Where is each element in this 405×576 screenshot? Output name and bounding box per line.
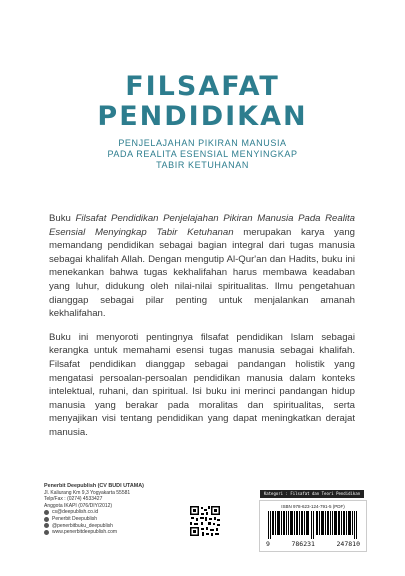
p1-book-title: Filsafat Pendidikan Penjelajahan Pikiran Manusia Pada Realita Esensial Menyingkap Tabir Ketuhanan: [49, 213, 355, 238]
book-title-line2: PENDIDIKAN: [97, 101, 308, 132]
publisher-website: www.penerbitdeepublish.com: [52, 529, 118, 536]
publisher-instagram-row: [44, 523, 144, 530]
publisher-email-row: [44, 509, 144, 516]
synopsis-paragraph-1: [49, 212, 355, 321]
publisher-address: Jl. Kaliurang Km 9,3 Yogyakarta 55581: [44, 489, 131, 496]
synopsis-paragraph-2: Buku ini menyoroti pentingnya filsafat pendidikan Islam sebagai kerangka untuk memahami esensi tugas manusia sebagai khalifah. Filsafat pendidikan dianggap sebagai pandangan holistik yang mengatasi persoalan-persoalan pendidikan manusia dalam konteks intelektual, ruhani, dan spiritual. Isi buku ini merinci pandangan hidup manusia yang berakar pada moralitas dan spiritualitas, serta menyajikan visi tentang pendidikan yang dapat meningkatkan derajat manusia.: [49, 331, 355, 438]
cover-title-block: [0, 72, 405, 171]
qr-code-icon: [189, 505, 221, 537]
barcode-digits-right: 247810: [336, 540, 360, 548]
p1-rest: merupakan karya yang memandang pendidikan sebagai bagian integral dari tugas manusia sebagai khalifah Allah. Dengan mengutip Al-Qur'an dan Hadits, buku ini menekankan bahwa tugas kekhalifahan harus membawa keadaban yang luhur, didukung oleh nilai-nilai spiritualitas. Ilmu pengetahuan dianggap sebagai pilar penting untuk menjalankan amanah kekhalifahan.: [49, 226, 355, 320]
p1-lead: Buku: [49, 213, 76, 224]
email-icon: [44, 510, 49, 515]
publisher-facebook-row: [44, 516, 144, 523]
publisher-instagram: @penerbitbuku_deepublish: [52, 522, 113, 529]
isbn-label: ISBN 978-623-124-791-5 (PDF): [281, 504, 345, 509]
publisher-name: Penerbit Deepublish (CV BUDI UTAMA): [44, 483, 144, 489]
publisher-info: [44, 483, 144, 536]
isbn-barcode: [259, 500, 367, 552]
subtitle-line1: PENJELAJAHAN PIKIRAN MANUSIA: [118, 138, 287, 148]
publisher-ikapi: Anggota IKAPI (076/DIY/2012): [44, 502, 113, 509]
subtitle-line2: PADA REALITA ESENSIAL MENYINGKAP: [107, 149, 298, 159]
publisher-facebook: Penerbit Deepublish: [52, 515, 98, 522]
facebook-icon: [44, 517, 49, 522]
website-icon: [44, 530, 49, 535]
category-label: Kategori : Filsafat dan Teori Pendidikan: [260, 490, 364, 498]
publisher-website-row: [44, 529, 144, 536]
publisher-email: cs@deepublish.co.id: [52, 509, 99, 516]
barcode-digit-lead: 9: [266, 540, 270, 548]
synopsis: [49, 212, 355, 450]
instagram-icon: [44, 523, 49, 528]
barcode-digits: [260, 540, 366, 548]
back-cover-footer: [0, 480, 405, 576]
book-title-line1: FILSAFAT: [125, 71, 280, 102]
book-subtitle: [0, 138, 405, 171]
subtitle-line3: TABIR KETUHANAN: [156, 160, 249, 170]
barcode-icon: [268, 511, 358, 539]
publisher-phone: Telp/Fax : (0274) 4533427: [44, 496, 103, 503]
barcode-digits-left: 786231: [291, 540, 315, 548]
